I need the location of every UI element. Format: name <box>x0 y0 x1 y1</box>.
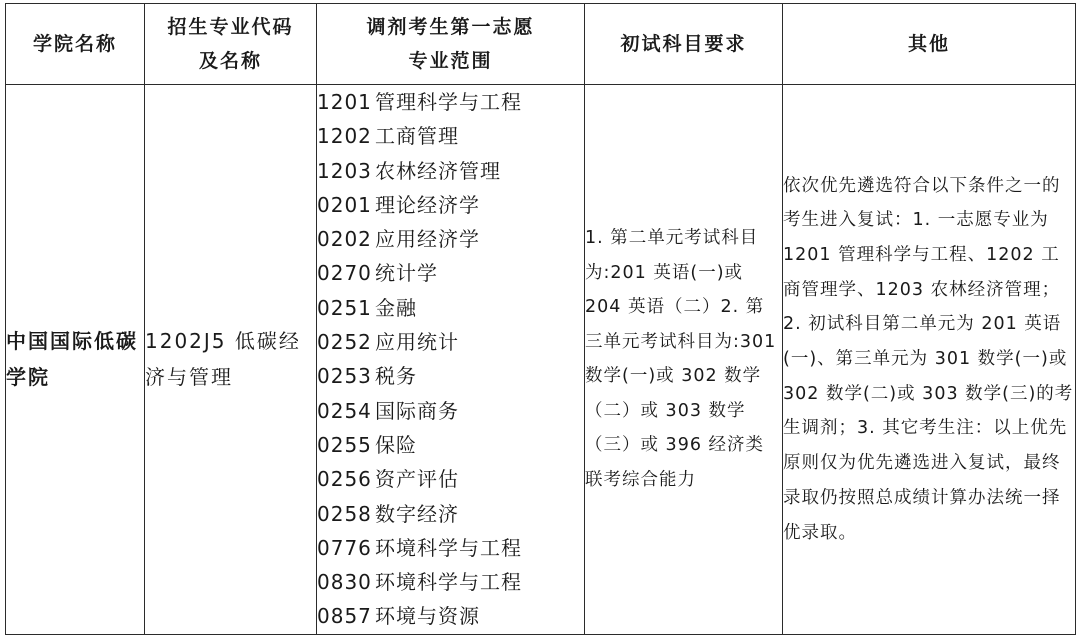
range-item-code: 0255 <box>317 432 372 457</box>
range-item-name: 环境科学与工程 <box>375 535 522 560</box>
list-item <box>317 531 584 565</box>
header-major-line-1: 招生专业代码 <box>167 16 294 38</box>
list-item <box>317 85 584 119</box>
range-item-code: 0252 <box>317 330 372 355</box>
range-item-code: 1202 <box>317 124 372 149</box>
list-item <box>317 119 584 153</box>
range-item-name: 环境与资源 <box>375 604 480 629</box>
list-item <box>317 599 584 633</box>
table-row <box>6 85 1076 635</box>
college-name-cell: 中国国际低碳学院 <box>6 85 145 635</box>
range-item-code: 0830 <box>317 570 372 595</box>
header-exam-line-1: 初试科目要求 <box>620 33 747 55</box>
header-range-line-1: 调剂考生第一志愿 <box>366 16 535 38</box>
header-major <box>145 4 317 85</box>
range-item-code: 0776 <box>317 535 372 560</box>
range-item-name: 应用统计 <box>375 330 459 355</box>
list-item <box>317 565 584 599</box>
other-notes-cell: 依次优先遴选符合以下条件之一的考生进入复试：1. 一志愿专业为 1201 管理科学与工程、1202 工商管理学、1203 农林经济管理；2. 初试科目第二单元为 201 英语(一)、第三单元为 301 数学(一)或 302 数学(二)或 303 数学(三)的考生调剂；3. 其它考生注：以上优先原则仅为优先遴选进入复试，最终录取仍按照总成绩计算办法统一择优录取。 <box>783 85 1076 635</box>
range-item-code: 0202 <box>317 227 372 252</box>
range-item-name: 数字经济 <box>375 501 459 526</box>
list-item <box>317 154 584 188</box>
list-item <box>317 497 584 531</box>
header-range <box>317 4 585 85</box>
range-item-name: 应用经济学 <box>375 227 480 252</box>
range-item-name: 税务 <box>375 364 417 389</box>
range-item-code: 0251 <box>317 295 372 320</box>
range-item-code: 0270 <box>317 261 372 286</box>
range-item-code: 0201 <box>317 192 372 217</box>
exam-requirement-cell: 1. 第二单元考试科目为:201 英语(一)或 204 英语（二）2. 第三单元考试科目为:301 数学(一)或 302 数学（二）或 303 数学（三）或 396 经济类联考综合能力 <box>585 85 783 635</box>
range-item-name: 统计学 <box>375 261 438 286</box>
range-item-code: 1203 <box>317 158 372 183</box>
range-item-code: 0254 <box>317 398 372 423</box>
header-major-line-2: 及名称 <box>198 50 262 72</box>
header-other <box>783 4 1076 85</box>
header-college-line-1: 学院名称 <box>32 33 117 55</box>
list-item <box>317 291 584 325</box>
range-item-name: 资产评估 <box>375 467 459 492</box>
list-item <box>317 256 584 290</box>
range-item-code: 0253 <box>317 364 372 389</box>
list-item <box>317 325 584 359</box>
range-item-code: 0256 <box>317 467 372 492</box>
range-item-name: 金融 <box>375 295 417 320</box>
list-item <box>317 359 584 393</box>
header-exam <box>585 4 783 85</box>
range-item-name: 农林经济管理 <box>375 158 501 183</box>
range-item-name: 国际商务 <box>375 398 459 423</box>
range-list <box>317 85 584 634</box>
header-range-line-2: 专业范围 <box>408 50 493 72</box>
range-item-name: 工商管理 <box>375 124 459 149</box>
list-item <box>317 428 584 462</box>
list-item <box>317 188 584 222</box>
first-choice-range-cell <box>317 85 585 635</box>
adjustment-table <box>5 3 1076 635</box>
major-code-name-cell: 1202J5 低碳经济与管理 <box>145 85 317 635</box>
header-college <box>6 4 145 85</box>
range-item-name: 管理科学与工程 <box>375 90 522 114</box>
range-item-name: 环境科学与工程 <box>375 570 522 595</box>
range-item-code: 0857 <box>317 604 372 629</box>
range-item-name: 保险 <box>375 432 417 457</box>
range-item-code: 0258 <box>317 501 372 526</box>
range-item-name: 理论经济学 <box>375 192 480 217</box>
header-other-line-1: 其他 <box>907 33 950 55</box>
header-row <box>6 4 1076 85</box>
list-item <box>317 462 584 496</box>
list-item <box>317 222 584 256</box>
list-item <box>317 394 584 428</box>
range-item-code: 1201 <box>317 90 372 114</box>
